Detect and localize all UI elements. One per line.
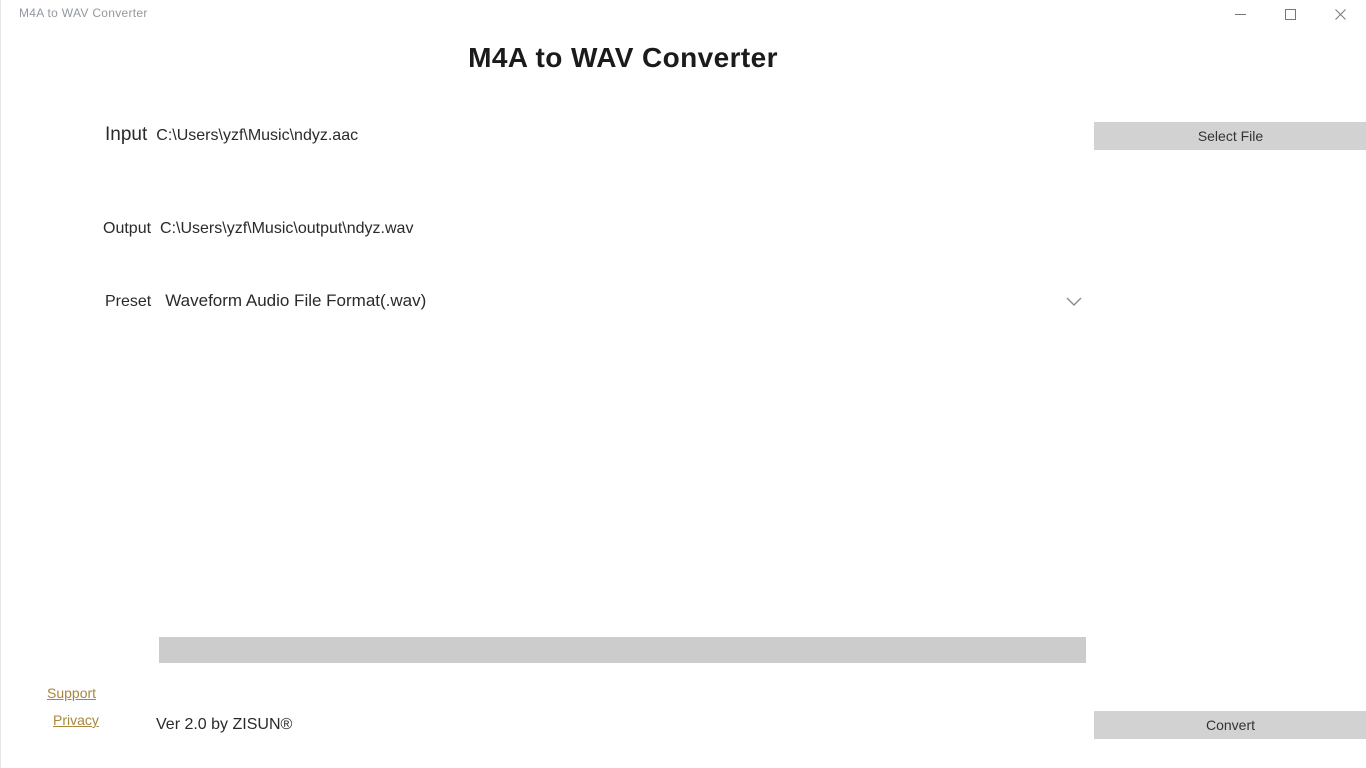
close-icon xyxy=(1335,9,1346,20)
output-path: C:\Users\yzf\Music\output\ndyz.wav xyxy=(160,220,414,237)
page-title: M4A to WAV Converter xyxy=(468,42,778,73)
privacy-link[interactable]: Privacy xyxy=(53,712,99,728)
progress-bar xyxy=(159,637,1086,663)
close-button[interactable] xyxy=(1315,0,1365,28)
preset-label: Preset xyxy=(105,293,152,310)
preset-value[interactable]: Waveform Audio File Format(.wav) xyxy=(165,291,427,310)
chevron-down-icon xyxy=(1066,293,1082,311)
window-controls xyxy=(1215,0,1365,28)
maximize-button[interactable] xyxy=(1265,0,1315,28)
minimize-button[interactable] xyxy=(1215,0,1265,28)
convert-button[interactable]: Convert xyxy=(1094,711,1366,739)
minimize-icon xyxy=(1235,9,1246,20)
input-path: C:\Users\yzf\Music\ndyz.aac xyxy=(156,127,359,144)
support-link[interactable]: Support xyxy=(47,685,97,701)
input-row xyxy=(105,124,358,146)
select-file-button[interactable]: Select File xyxy=(1094,122,1366,150)
maximize-icon xyxy=(1285,9,1296,20)
output-label: Output xyxy=(103,220,152,237)
output-row xyxy=(103,220,413,238)
preset-row xyxy=(105,291,426,311)
input-label: Input xyxy=(105,124,148,145)
version-text: Ver 2.0 by ZISUN® xyxy=(156,716,293,733)
window-title: M4A to WAV Converter xyxy=(19,6,148,20)
title-bar xyxy=(1,0,1366,28)
preset-dropdown[interactable] xyxy=(1063,292,1085,312)
